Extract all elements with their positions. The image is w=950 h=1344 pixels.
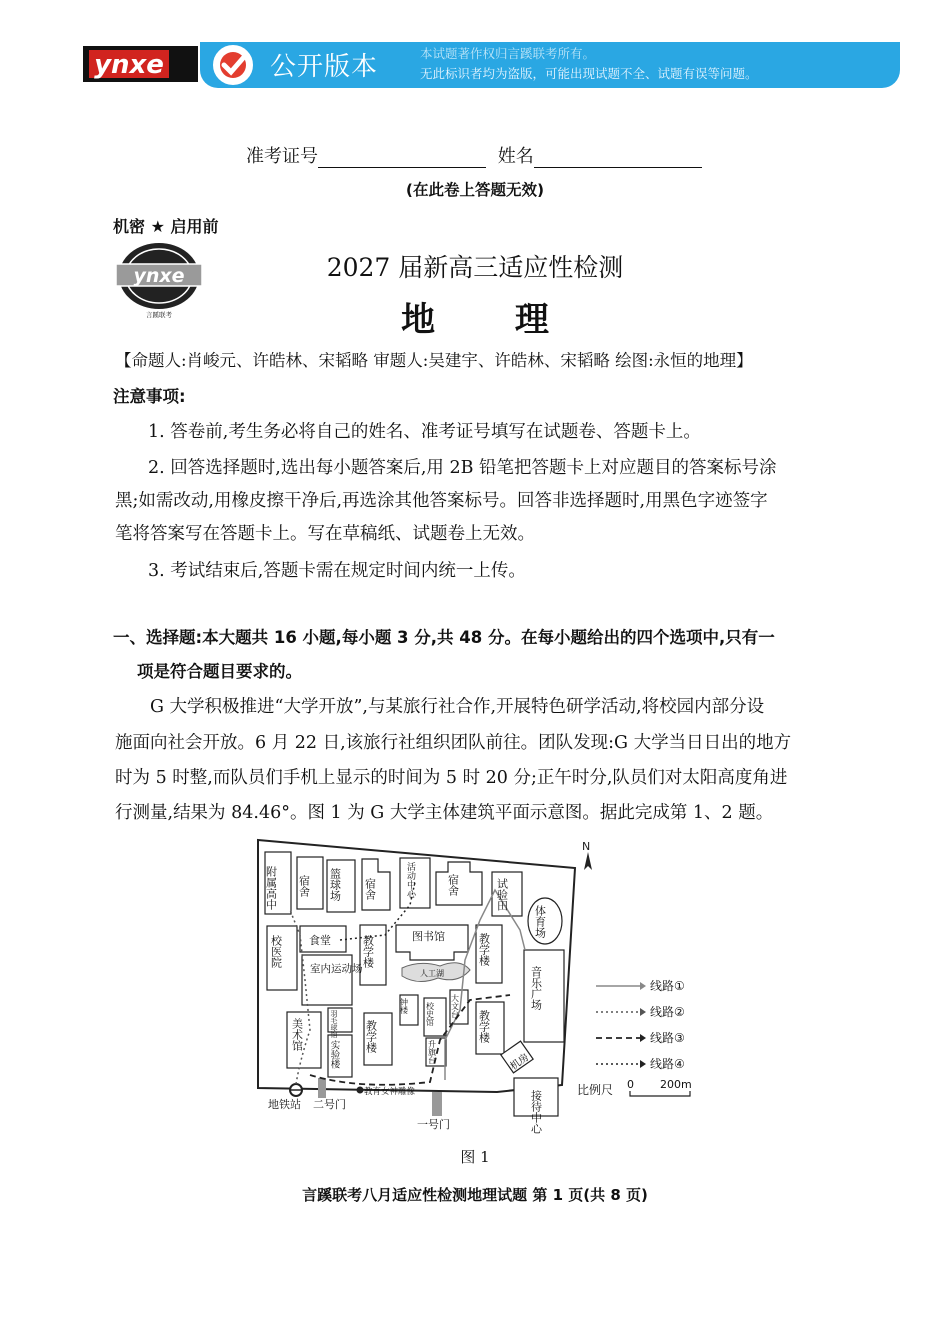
svg-text:音乐广场: 音乐广场 (529, 966, 543, 1010)
passage-line-4: 行测量,结果为 84.46°。图 1 为 G 大学主体建筑平面示意图。据此完成第 1、2 题。 (115, 803, 774, 823)
copyright-notice-2: 无此标识者均为盗版，可能出现试题不全、试题有误等问题。 (420, 66, 758, 81)
subject-title: 地 理 (401, 300, 583, 340)
name-label: 姓名 (497, 146, 534, 167)
svg-text:教学楼: 教学楼 (477, 933, 491, 966)
svg-text:0: 0 (627, 1078, 634, 1091)
svg-text:食堂: 食堂 (309, 934, 331, 947)
svg-text:篮球场: 篮球场 (328, 868, 342, 901)
passage-line-2: 施面向社会开放。6 月 22 日,该旅行社组织团队前往。团队发现:G 大学当日日出的地方 (115, 733, 792, 753)
svg-text:N: N (582, 840, 591, 853)
svg-text:美术馆: 美术馆 (290, 1018, 304, 1051)
svg-text:ynxe: ynxe (94, 50, 164, 80)
note-item-2-line-2: 黑;如需改动,用橡皮擦干净后,再选涂其他答案标号。回答非选择题时,用黑色字迹签字 (115, 491, 768, 511)
public-version-label: 公开版本 (270, 52, 379, 82)
north-arrow-icon (582, 840, 592, 870)
section-heading-line-2: 项是符合题目要求的。 (137, 662, 302, 681)
invalid-note: (在此卷上答题无效) (405, 181, 545, 199)
statue-icon (357, 1087, 364, 1094)
ynxe-logo (83, 40, 198, 88)
passage-line-3: 时为 5 时整,而队员们手机上显示的时间为 5 时 20 分;正午时分,队员们对太阳高度角进 (115, 768, 788, 788)
note-item-2-line-3: 笔将答案写在答题卡上。写在草稿纸、试题卷上无效。 (115, 524, 535, 544)
svg-text:线路③: 线路③ (650, 1031, 685, 1045)
svg-text:线路②: 线路② (650, 1005, 685, 1019)
exam-title: 2027 届新高三适应性检测 (326, 253, 624, 282)
svg-text:宿舍: 宿舍 (363, 878, 377, 900)
svg-text:机房: 机房 (508, 1052, 532, 1073)
note-item-1: 1. 答卷前,考生务必将自己的姓名、准考证号填写在试题卷、答题卡上。 (148, 422, 701, 442)
svg-text:比例尺: 比例尺 (577, 1083, 614, 1097)
svg-text:宿舍: 宿舍 (446, 874, 460, 896)
svg-text:宿舍: 宿舍 (297, 875, 311, 897)
svg-text:教育女神雕像: 教育女神雕像 (364, 1087, 416, 1097)
svg-text:钟楼: 钟楼 (399, 998, 409, 1014)
svg-text:体育场: 体育场 (533, 905, 547, 938)
exam-id-label: 准考证号 (246, 146, 318, 167)
svg-text:线路①: 线路① (650, 979, 685, 993)
svg-text:ynxe: ynxe (133, 265, 185, 287)
passage-line-1: G 大学积极推进“大学开放”,与某旅行社合作,开展特色研学活动,将校园内部分设 (150, 697, 765, 717)
svg-text:大文台: 大文台 (450, 994, 460, 1018)
svg-text:200m: 200m (660, 1078, 692, 1091)
svg-text:一号门: 一号门 (417, 1118, 450, 1131)
svg-text:图书馆: 图书馆 (412, 930, 445, 943)
notes-heading: 注意事项: (113, 387, 186, 406)
svg-text:活动中心: 活动中心 (405, 862, 415, 898)
exam-id-blank[interactable] (318, 147, 486, 168)
svg-text:人工湖: 人工湖 (420, 969, 444, 978)
note-item-2-line-1: 2. 回答选择题时,选出每小题答案后,用 2B 铅笔把答题卡上对应题目的答案标号涂 (148, 458, 777, 478)
note-item-3: 3. 考试结束后,答题卡需在规定时间内统一上传。 (148, 561, 526, 581)
authors-line: 【命题人:肖峻元、许皓林、宋韬略 审题人:吴建宇、许皓林、宋韬略 绘图:永恒的地理】 (115, 351, 753, 370)
svg-text:羽毛球馆: 羽毛球馆 (330, 1010, 338, 1038)
svg-text:教学楼: 教学楼 (361, 935, 375, 968)
gate-1-marker (432, 1092, 442, 1116)
section-heading-line-1: 一、选择题:本大题共 16 小题,每小题 3 分,共 48 分。在每小题给出的四个选项中,只有一 (113, 628, 775, 647)
map-legend (596, 978, 685, 1071)
campus-map (250, 830, 710, 1140)
top-banner (0, 40, 950, 92)
svg-text:教学楼: 教学楼 (477, 1010, 491, 1043)
svg-text:升旗台: 升旗台 (427, 1040, 437, 1064)
svg-text:言蹊联考: 言蹊联考 (146, 311, 172, 319)
gate-2-marker (318, 1078, 326, 1098)
svg-text:线路④: 线路④ (650, 1057, 685, 1071)
name-blank[interactable] (534, 147, 702, 168)
svg-text:接待中心: 接待中心 (529, 1090, 543, 1134)
svg-text:校医院: 校医院 (269, 935, 283, 968)
secret-label: 机密 ★ 启用前 (113, 217, 219, 236)
figure-caption: 图 1 (460, 1148, 490, 1166)
scale-bar (577, 1078, 692, 1097)
copyright-notice-1: 本试题著作权归言蹊联考所有。 (420, 46, 596, 61)
svg-text:校史馆: 校史馆 (425, 1002, 435, 1026)
svg-text:实验楼: 实验楼 (328, 1040, 340, 1069)
svg-text:试验田: 试验田 (495, 878, 509, 911)
candidate-info-line (246, 142, 702, 168)
svg-text:二号门: 二号门 (313, 1098, 346, 1111)
svg-text:地铁站: 地铁站 (268, 1098, 301, 1111)
page-footer: 言蹊联考八月适应性检测地理试题 第 1 页(共 8 页) (302, 1186, 648, 1204)
svg-text:教学楼: 教学楼 (364, 1020, 378, 1053)
svg-text:附属高中: 附属高中 (264, 866, 278, 910)
check-badge-icon (210, 42, 256, 88)
svg-text:室内运动场: 室内运动场 (310, 963, 363, 975)
